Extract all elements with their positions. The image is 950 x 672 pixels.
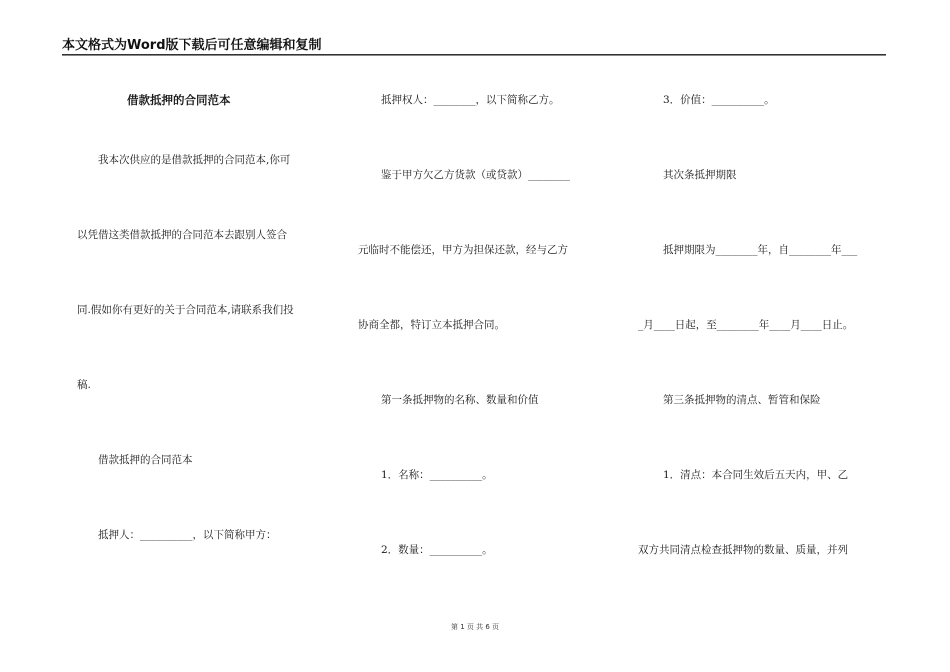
col1-line-3: 以凭借这类借款抵押的合同范本去跟别人签合 [77, 229, 287, 241]
col3-line-1: 3．价值：__________。 [663, 94, 775, 106]
col3-line-6: 1．清点：本合同生效后五天内，甲、乙 [663, 469, 849, 481]
col3-line-5: 第三条抵押物的清点、暂管和保险 [663, 394, 821, 406]
doc-title: 借款抵押的合同范本 [127, 93, 231, 107]
col2-line-5: 第一条抵押物的名称、数量和价值 [381, 394, 539, 406]
col1-line-5: 稿. [77, 379, 91, 391]
header-divider [62, 55, 886, 56]
col2-line-2: 鉴于甲方欠乙方货款（或贷款）________ [381, 169, 570, 181]
col3-line-7: 双方共同清点检查抵押物的数量、质量，并列 [638, 544, 848, 556]
col2-line-1: 抵押权人：________，以下简称乙方。 [381, 94, 560, 106]
document-header-title: 本文格式为Word版下载后可任意编辑和复制 [62, 34, 886, 55]
col1-subtitle: 借款抵押的合同范本 [98, 454, 193, 466]
col2-line-6: 1．名称：__________。 [381, 469, 493, 481]
col3-line-3: 抵押期限为________年，自________年___ [663, 244, 858, 256]
col1-line-4: 同.假如你有更好的关于合同范本,请联系我们投 [77, 304, 294, 316]
col2-line-3: 元临时不能偿还，甲方为担保还款，经与乙方 [358, 244, 568, 256]
col3-line-4: _月____日起，至________年____月____日止。 [638, 319, 854, 331]
col2-line-4: 协商全都，特订立本抵押合同。 [358, 319, 505, 331]
page-number: 第 1 页 共 6 页 [450, 623, 500, 631]
col2-line-7: 2．数量：__________。 [381, 544, 493, 556]
col1-line-2: 我本次供应的是借款抵押的合同范本,你可 [98, 154, 291, 166]
col1-line-7: 抵押人：__________，以下简称甲方： [98, 529, 277, 541]
col3-line-2: 其次条抵押期限 [663, 169, 737, 181]
